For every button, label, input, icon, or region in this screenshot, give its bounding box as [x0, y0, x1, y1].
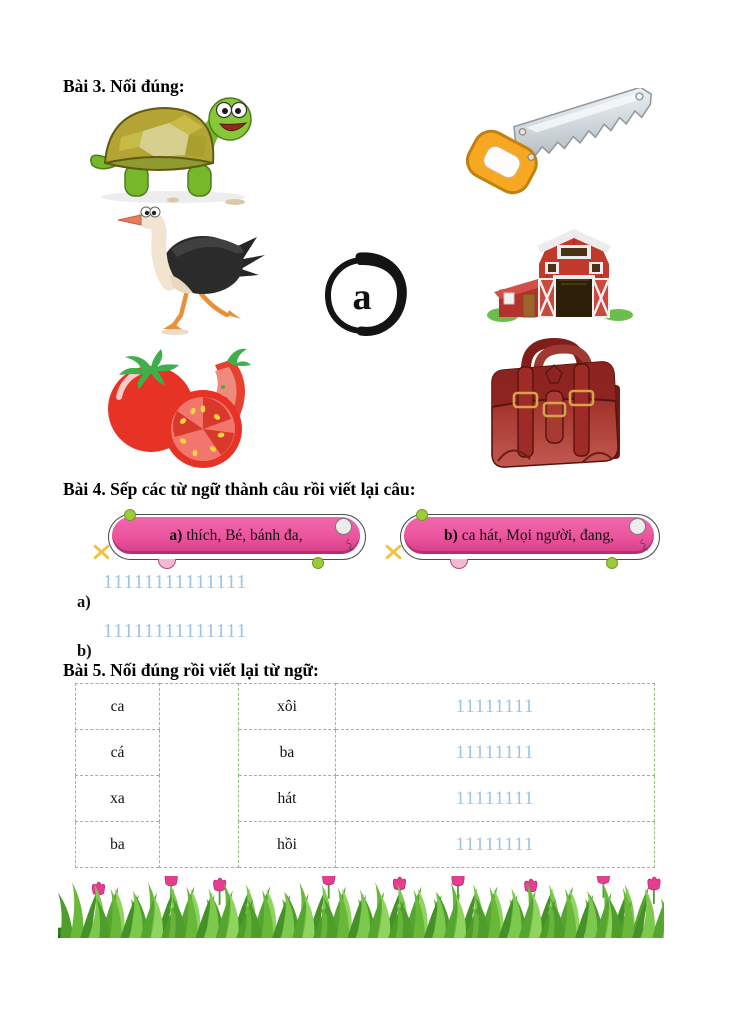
card-a-label: a) — [169, 526, 183, 544]
right-word-cell[interactable]: hát — [239, 776, 336, 822]
left-word-cell[interactable]: ca — [76, 684, 160, 730]
write-line-cell[interactable] — [336, 776, 655, 822]
match-table — [75, 683, 655, 868]
write-line-cell[interactable] — [336, 730, 655, 776]
squiggle-icon: 〰 — [339, 536, 359, 554]
write-guide: 11111111 — [455, 741, 535, 763]
left-word-cell[interactable]: ba — [76, 822, 160, 868]
card-b-text: ca hát, Mọi người, đang, — [461, 526, 614, 544]
green-dot-icon — [606, 557, 618, 569]
saw-image[interactable] — [458, 88, 662, 200]
right-word-cell[interactable]: hồi — [239, 822, 336, 868]
answer-label-b: b) — [77, 641, 92, 660]
exercise5-title: Bài 5. Nối đúng rồi viết lại từ ngữ: — [63, 660, 319, 680]
sparkle-icon — [91, 542, 111, 562]
tomatoes-image[interactable] — [95, 337, 257, 471]
write-guide: 11111111 — [455, 787, 535, 809]
letter-circle[interactable] — [318, 251, 410, 339]
green-dot-icon — [312, 557, 324, 569]
right-word-cell[interactable]: xôi — [239, 684, 336, 730]
green-dot-icon — [416, 509, 428, 521]
sparkle-icon — [383, 542, 403, 562]
write-guide: 11111111 — [455, 833, 535, 855]
barn-image[interactable] — [487, 220, 633, 323]
card-a-text: thích, Bé, bánh đa, — [186, 526, 303, 544]
shell-icon — [158, 559, 176, 569]
green-dot-icon — [124, 509, 136, 521]
left-word-cell[interactable]: xa — [76, 776, 160, 822]
leather-bag-image[interactable] — [478, 333, 642, 478]
word-card-a[interactable] — [100, 511, 368, 567]
center-letter: a — [352, 276, 372, 318]
shell-icon — [450, 559, 468, 569]
answer-line-a[interactable]: 11111111111111 — [103, 571, 248, 593]
connector-gap-cell[interactable] — [160, 684, 239, 868]
exercise3-title: Bài 3. Nối đúng: — [63, 76, 185, 96]
write-guide: 11111111 — [455, 695, 535, 717]
write-line-cell[interactable] — [336, 822, 655, 868]
left-word-cell[interactable]: cá — [76, 730, 160, 776]
table-row — [76, 684, 655, 730]
grass-border — [58, 876, 664, 938]
exercise4-title: Bài 4. Sếp các từ ngữ thành câu rồi viết lại câu: — [63, 479, 416, 499]
write-line-cell[interactable] — [336, 684, 655, 730]
word-card-b[interactable] — [392, 511, 662, 567]
card-b-label: b) — [444, 526, 458, 544]
answer-line-b[interactable]: 11111111111111 — [103, 620, 248, 642]
ball-icon — [335, 518, 352, 535]
right-word-cell[interactable]: ba — [239, 730, 336, 776]
answer-label-a: a) — [77, 592, 91, 611]
ostrich-image[interactable] — [115, 203, 280, 336]
turtle-image[interactable] — [85, 93, 263, 207]
squiggle-icon: 〰 — [633, 536, 653, 554]
ball-icon — [629, 518, 646, 535]
